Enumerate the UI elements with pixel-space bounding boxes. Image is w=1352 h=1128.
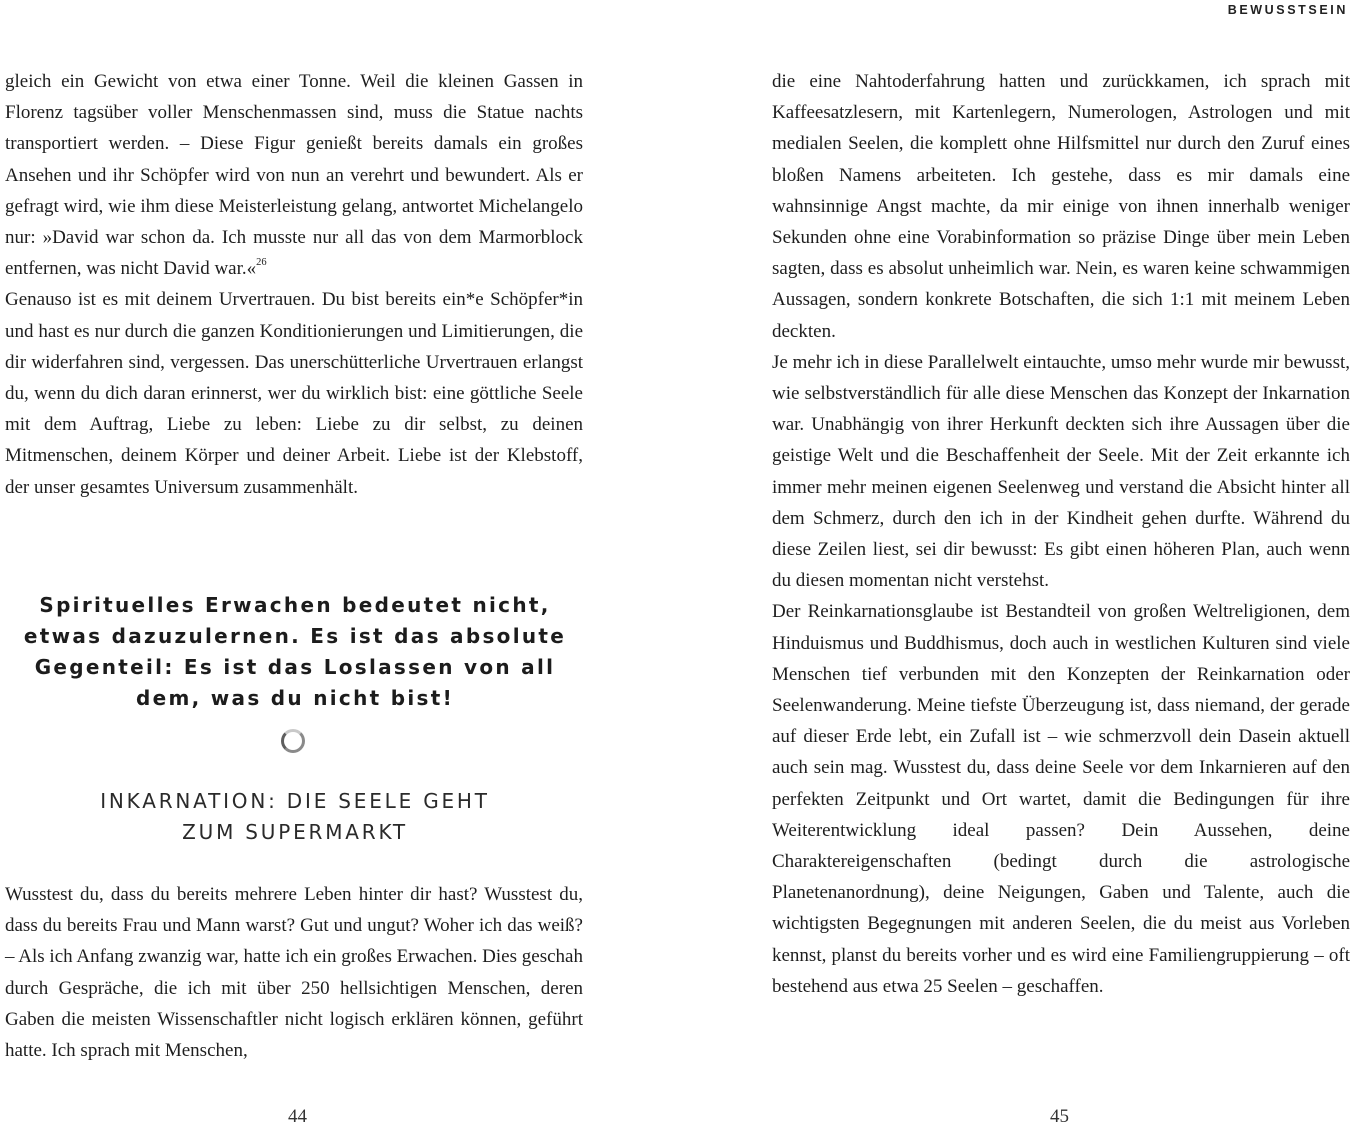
paragraph-parallelwelt: Je mehr ich in diese Parallelwelt eintauchte, umso mehr wurde mir bewusst, wie selbstverständlich für alle diese Menschen das Konzept der Inkarnation war. Unabhängig von ihrer Herkunft deckten sich ihre Aussagen über die geistige Welt und die Beschaffenheit der Seele. Mit der Zeit erkannte ich immer mehr meinen eigenen Seelenweg und verstand die Absicht hinter all dem Schmerz, durch den ich in der Kindheit gehen durfte. Während du diese Zeilen liest, sei dir bewusst: Es gibt einen höheren Plan, auch wenn du diesen momentan nicht verstehst. [772,351,1350,592]
running-head: BEWUSSTSEIN [1227,3,1348,17]
pull-quote [0,590,590,714]
paragraph-reinkarnation: Der Reinkarnationsglaube ist Bestandteil von großen Weltreligionen, dem Hinduismus und Buddhismus, doch auch in westlichen Kulturen sind viele Menschen tief verbunden mit den Konzepten der Reinkarnation oder Seelenwanderung. Meine tiefste Überzeugung ist, dass niemand, der gerade auf dieser Erde lebt, ein Zufall ist – wie schmerzvoll dein Dasein aktuell auch sein mag. Wusstest du, dass deine Seele vor dem Inkarnieren auf den perfekten Zeitpunkt und Ort wartet, damit die Bedingungen für ihre Weiterentwicklung ideal passen? Dein Aussehen, deine Charaktereigenschaften (bedingt durch die astrologische Planetenanordnung), deine Neigungen, Gaben und Talente, auch die wichtigsten Begegnungen mit anderen Seelen, die du meist aus Vorleben kennst, planst du bereits vorher und es wird eine Familiengruppierung – oft bestehend aus etwa 25 Seelen – geschaffen. [772,601,1350,997]
footnote-reference[interactable]: 26 [256,257,267,269]
paragraph-michelangelo: gleich ein Gewicht von etwa einer Tonne. Weil die kleinen Gassen in Florenz tagsüber voller Menschenmassen sind, muss die Statue nachts transportiert werden. – Diese Figur genießt bereits damals ein großes Ansehen und ihr Schöpfer wird von nun an verehrt und bewundert. Als er gefragt wird, wie ihm diese Meisterleistung gelang, antwortet Michelangelo nur: »David war schon da. Ich musste nur all das von dem Marmorblock entfernen, was nicht David war.« [5,71,583,280]
paragraph-hellsichtige: die eine Nahtoderfahrung hatten und zurückkamen, ich sprach mit Kaffeesatzlesern, mit Kartenlegern, Numerologen, Astrologen und mit medialen Seelen, die komplett ohne Hilfsmittel nur durch den Zuruf eines bloßen Namens arbeiteten. Ich gestehe, dass es mir damals eine wahnsinnige Angst machte, da mir einige von ihnen innerhalb weniger Sekunden ohne eine Vorabinformation so präzise Dinge über mein Leben sagten, dass es absolut unheimlich war. Nein, es waren keine schwammigen Aussagen, sondern konkrete Botschaften, die sich 1:1 mit meinem Leben deckten. [772,71,1350,342]
pull-quote-line: dem, was du nicht bist! [135,686,454,710]
body-text-block [0,66,583,503]
ring-ornament-icon [281,729,305,753]
section-heading [0,786,590,848]
pull-quote-line: Spirituelles Erwachen bedeutet nicht, [39,593,551,617]
page-number-right: 45 [1050,1106,1069,1127]
pull-quote-line: Gegenteil: Es ist das Loslassen von all [34,655,556,679]
paragraph-wusstest-du: Wusstest du, dass du bereits mehrere Leben hinter dir hast? Wusstest du, dass du bereits Frau und Mann warst? Gut und ungut? Woher ich das weiß? – Als ich Anfang zwanzig war, hatte ich ein großes Erwachen. Dies geschah durch Gespräche, die ich mit über 250 hellsichtigen Menschen, deren Gaben die meisten Wissenschaftler nicht logisch erklären können, geführt hatte. Ich sprach mit Menschen, [5,884,583,1062]
section-heading-line: INKARNATION: DIE SEELE GEHT [100,789,490,813]
body-text-block [772,66,1350,1002]
pull-quote-line: etwas dazuzulernen. Es ist das absolute [23,624,567,648]
paragraph-urvertrauen: Genauso ist es mit deinem Urvertrauen. Du bist bereits ein*e Schöpfer*in und hast es nur durch die ganzen Konditionierungen und Limitierungen, die dir widerfahren sind, vergessen. Das unerschütterliche Urvertrauen erlangst du, wenn du dich daran erinnerst, wer du wirklich bist: eine göttliche Seele mit dem Auftrag, Liebe zu leben: Liebe zu dir selbst, zu deinen Mitmenschen, deinem Körper und deiner Arbeit. Liebe ist der Klebstoff, der unser gesamtes Universum zusammenhält. [5,289,583,498]
left-page [0,0,590,1128]
right-page [772,0,1352,1128]
page-number-left: 44 [288,1106,307,1127]
section-heading-line: ZUM SUPERMARKT [182,820,408,844]
